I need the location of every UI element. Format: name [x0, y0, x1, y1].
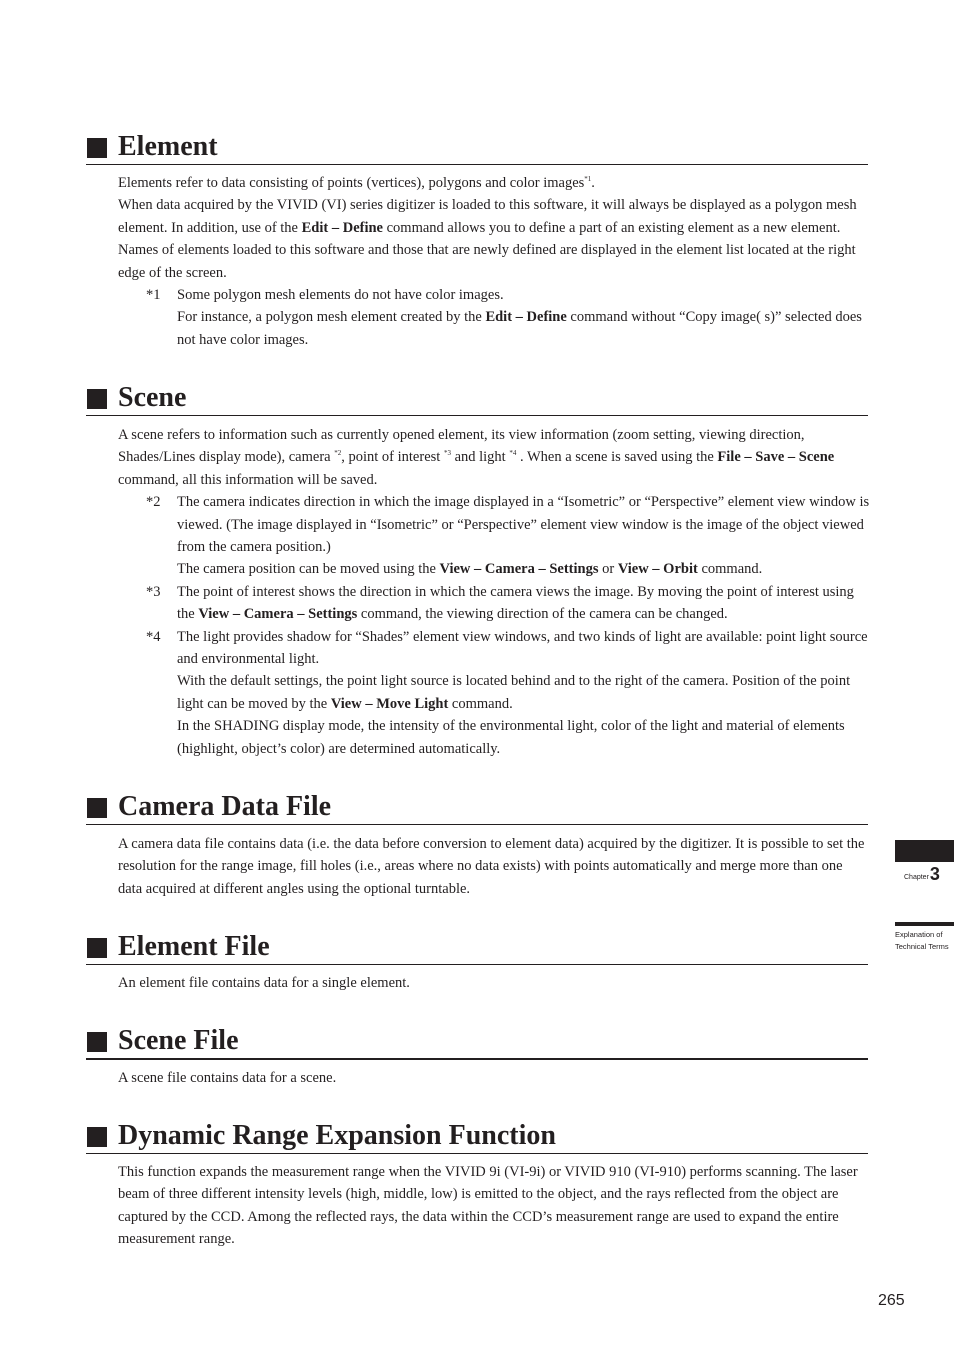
- footnote: *2 The camera indicates direction in which the image displayed in a “Isometric” or “Perspective” element view window is viewed. (The image displayed in “Isometric” or “Perspective” element view window is the image of the object viewed from the camera position.) The camera position can be moved using the View – Camera – Settings or View – Orbit command.: [118, 491, 870, 581]
- element-file-body: [118, 972, 870, 994]
- square-bullet-icon: [87, 1032, 107, 1052]
- paragraph: Elements refer to data consisting of points (vertices), polygons and color images$^{*1}$.: [118, 175, 595, 191]
- menu-command: Edit – Define: [301, 219, 383, 236]
- square-bullet-icon: [87, 389, 107, 409]
- scene-file-body: [118, 1067, 870, 1089]
- section-title: Dynamic Range Expansion Function: [118, 1120, 556, 1151]
- footnote-mark: *4: [146, 628, 161, 645]
- footnote: *3 The point of interest shows the direction in which the camera views the image. By moving the point of interest using the View – Camera – Settings command, the viewing direction of the camera can be changed.: [118, 581, 870, 626]
- menu-command: View – Camera – Settings: [198, 606, 358, 623]
- paragraph: A scene file contains data for a scene.: [118, 1070, 337, 1086]
- dynamic-range-body: [118, 1161, 870, 1251]
- chapter-label: Chapter3: [904, 864, 940, 884]
- chapter-title: Explanation of Technical Terms: [895, 930, 949, 951]
- footnote: *1 Some polygon mesh elements do not have color images. For instance, a polygon mesh element created by the Edit – Define command without “Copy image( s)” selected does not have color images.: [118, 284, 870, 351]
- camera-data-file-body: [118, 833, 870, 900]
- square-bullet-icon: [87, 938, 107, 958]
- section-heading-element: [86, 133, 868, 165]
- element-body: [118, 172, 870, 351]
- section-heading-scene: [86, 384, 868, 416]
- paragraph: This function expands the measurement range when the VIVID 9i (VI-9i) or VIVID 910 (VI-910) performs scanning. The laser beam of three different intensity levels (high, middle, low) is emitted to the object, and the rays reflected from the object are captured by the CCD. Among the reflected rays, the data within the CCD’s measurement range are used to expand the entire measurement range.: [118, 1164, 858, 1248]
- section-title: Camera Data File: [118, 791, 332, 822]
- section-title: Element File: [118, 931, 270, 962]
- section-heading-scene-file: [86, 1027, 868, 1060]
- square-bullet-icon: [87, 798, 107, 818]
- square-bullet-icon: [87, 1127, 107, 1147]
- footnote-ref: *2: [334, 449, 342, 458]
- section-title: Element: [118, 131, 218, 162]
- footnote: *4 The light provides shadow for “Shades” element view windows, and two kinds of light are available: point light source and environmental light. With the default settings, the point light source is located behind and to the right of the camera. Position of the point light can be moved by the View – Move Light command. In the SHADING display mode, the intensity of the environmental light, color of the light and material of elements (highlight, object’s color) are determined automatically.: [118, 626, 870, 760]
- paragraph: A camera data file contains data (i.e. the data before conversion to element data) acquired by the digitizer. It is possible to set the resolution for the range image, fill holes (i.e., areas where no data exists) with points automatically and merge more than one data acquired at different angles using the optional turntable.: [118, 836, 865, 897]
- footnote-ref: *3: [443, 449, 451, 458]
- footnote-mark: *2: [146, 494, 161, 511]
- page-number: 265: [878, 1292, 905, 1309]
- menu-command: View – Camera – Settings: [439, 561, 599, 578]
- paragraph: When data acquired by the VIVID (VI) series digitizer is loaded to this software, it will always be displayed as a polygon mesh element. In addition, use of the Edit – Define command allows you to define a part of an existing element as a new element. Names of elements loaded to this software and those that are newly defined are displayed in the element list located at the right edge of the screen.: [118, 197, 857, 281]
- section-title: Scene File: [118, 1025, 239, 1056]
- menu-command: View – Move Light: [330, 695, 449, 712]
- square-bullet-icon: [87, 138, 107, 158]
- menu-command: File – Save – Scene: [717, 449, 835, 466]
- scene-body: [118, 424, 870, 760]
- section-heading-camera-data-file: [86, 793, 868, 825]
- paragraph: A scene refers to information such as currently opened element, its view information (zoom setting, viewing direction, Shades/Lines display mode), camera $^{*2}$, point of interest $^{*3}$ and light $^{*4}$ . When a scene is saved using the File – Save – Scene command, all this information will be saved.: [118, 427, 835, 488]
- footnote-ref: *1: [584, 175, 592, 183]
- chapter-tab-marker: [895, 840, 954, 862]
- section-heading-element-file: [86, 933, 868, 965]
- menu-command: View – Orbit: [617, 561, 698, 578]
- section-heading-dynamic-range: [86, 1122, 868, 1154]
- chapter-number: 3: [929, 864, 940, 884]
- footnote-ref: *4: [509, 449, 517, 458]
- menu-command: Edit – Define: [485, 309, 567, 326]
- paragraph: An element file contains data for a single element.: [118, 975, 410, 991]
- chapter-tab-rule: [895, 922, 954, 926]
- footnote-mark: *3: [146, 583, 161, 600]
- section-title: Scene: [118, 382, 187, 413]
- footnote-mark: *1: [146, 287, 161, 304]
